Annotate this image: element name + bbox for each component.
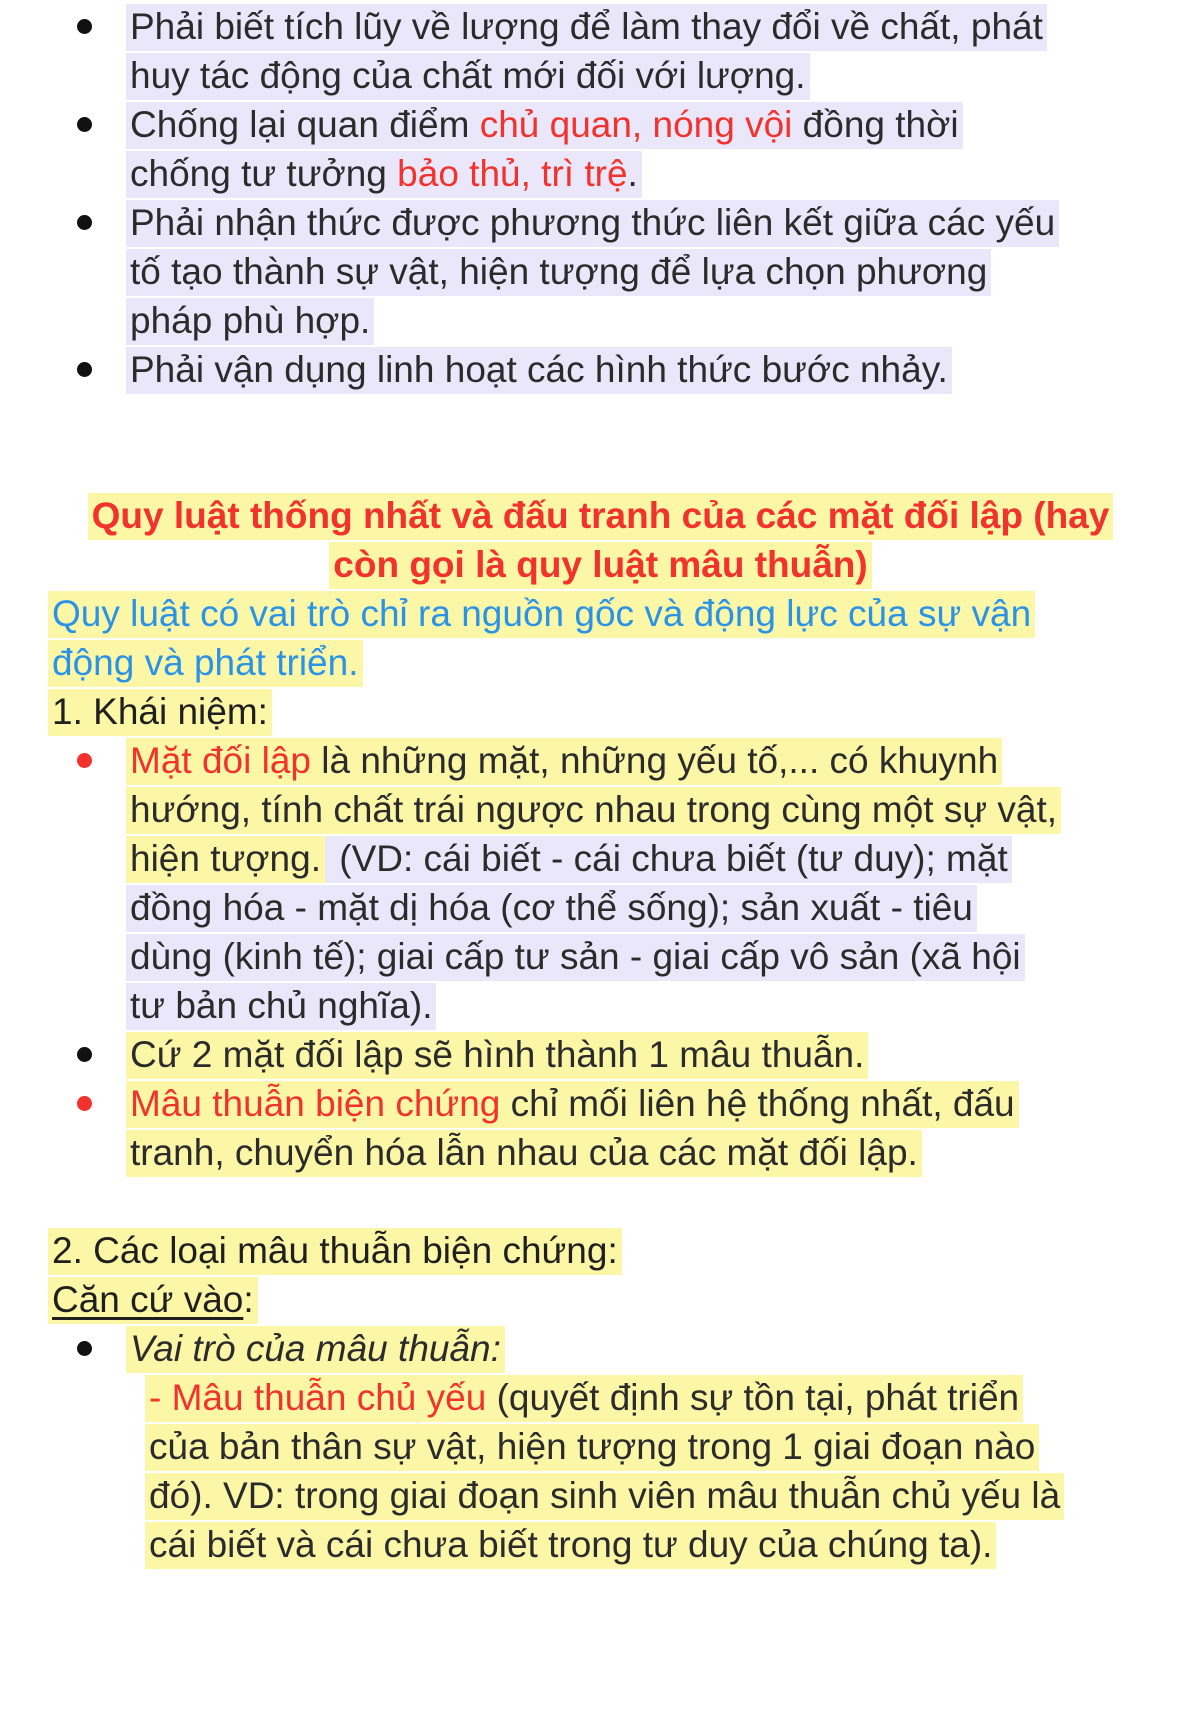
text-span: đồng hóa - mặt dị hóa (cơ thể sống); sản xuất - tiêu: [126, 885, 977, 932]
text-span: huy tác động của chất mới đối với lượng.: [126, 53, 810, 100]
sub-text-line: [145, 1371, 1023, 1425]
bullet-text-line: [126, 783, 1061, 837]
red-emphasis: - Mâu thuẫn chủ yếu: [149, 1377, 487, 1418]
bullet-text-line: [126, 294, 374, 348]
text-span: Phải nhận thức được phương thức liên kết giữa các yếu: [126, 200, 1059, 247]
text-span: [126, 102, 963, 149]
sub-text-line: [145, 1420, 1039, 1474]
concept-heading: [48, 685, 272, 739]
text-span: Vai trò của mâu thuẫn:: [126, 1326, 505, 1373]
underlined-text: Căn cứ vào: [52, 1279, 244, 1320]
text-span: tố tạo thành sự vật, hiện tượng để lựa chọn phương: [126, 249, 991, 296]
bullet-text-line: [126, 343, 952, 397]
text-part: chống tư tưởng: [130, 153, 398, 194]
text-span: Phải vận dụng linh hoạt các hình thức bước nhảy.: [126, 347, 952, 394]
bullet-text-line: [126, 196, 1059, 250]
bullet-text-line: [126, 979, 436, 1033]
text-span: [48, 1277, 258, 1324]
text-span: Cứ 2 mặt đối lập sẽ hình thành 1 mâu thuẫn.: [126, 1032, 868, 1079]
text-part: .: [627, 153, 638, 194]
text-span: [126, 1081, 1019, 1128]
red-emphasis: chủ quan, nóng vội: [479, 104, 793, 145]
intro-line: [48, 636, 363, 690]
bullet-text-line: [126, 734, 1002, 788]
bullet-text-line: [126, 832, 1012, 886]
text-part: Chống lại quan điểm: [130, 104, 480, 145]
bullet-text-line: [126, 1077, 1019, 1131]
title-line: Quy luật thống nhất và đấu tranh của các mặt đối lập (hay: [88, 493, 1114, 540]
text-span: đó). VD: trong giai đoạn sinh viên mâu thuẫn chủ yếu là: [145, 1473, 1064, 1520]
text-span: [126, 151, 642, 198]
title-line: còn gọi là quy luật mâu thuẫn): [329, 542, 871, 589]
text-span: tư bản chủ nghĩa).: [126, 983, 436, 1030]
sub-text-line: [145, 1518, 996, 1572]
heading-text: 1. Khái niệm:: [48, 689, 272, 736]
bullet-text-line: [126, 245, 991, 299]
red-emphasis: bảo thủ, trì trệ: [397, 153, 628, 194]
text-part: là những mặt, những yếu tố,... có khuynh: [311, 740, 999, 781]
text-span: hiện tượng.: [126, 836, 325, 883]
text-part: chỉ mối liên hệ thống nhất, đấu: [500, 1083, 1015, 1124]
intro-line: [48, 587, 1035, 641]
bullet-text-line: [126, 881, 977, 935]
bullet-text-line: [126, 1126, 922, 1180]
text-span: (VD: cái biết - cái chưa biết (tư duy); mặt: [325, 836, 1012, 883]
heading-text: 2. Các loại mâu thuẫn biện chứng:: [48, 1228, 622, 1275]
bullet-text-line: [126, 930, 1025, 984]
bullet-dot: [77, 753, 92, 768]
text-span: của bản thân sự vật, hiện tượng trong 1 giai đoạn nào: [145, 1424, 1039, 1471]
text-span: dùng (kinh tế); giai cấp tư sản - giai cấp vô sản (xã hội: [126, 934, 1025, 981]
bullet-text-line: [126, 1028, 868, 1082]
text-span: [126, 738, 1002, 785]
text-part: đồng thời: [792, 104, 959, 145]
bullet-dot: [77, 1341, 92, 1356]
bullet-text-line: [126, 147, 642, 201]
text-span: [145, 1375, 1023, 1422]
red-emphasis: Mặt đối lập: [130, 740, 311, 781]
bullet-text-line: [126, 0, 1047, 54]
bullet-dot: [77, 215, 92, 230]
text-span: động và phát triển.: [48, 640, 363, 687]
section-title: [0, 538, 1201, 592]
bullet-dot: [77, 1047, 92, 1062]
text-span: Quy luật có vai trò chỉ ra nguồn gốc và động lực của sự vận: [48, 591, 1035, 638]
red-emphasis: Mâu thuẫn biện chứng: [130, 1083, 501, 1124]
text-part: :: [243, 1279, 254, 1320]
bullet-dot: [77, 117, 92, 132]
bullet-text-line: [126, 1322, 505, 1376]
bullet-text-line: [126, 49, 810, 103]
text-span: pháp phù hợp.: [126, 298, 374, 345]
bullet-dot: [77, 1096, 92, 1111]
bullet-dot: [77, 19, 92, 34]
bullet-dot: [77, 362, 92, 377]
text-span: tranh, chuyển hóa lẫn nhau của các mặt đối lập.: [126, 1130, 922, 1177]
basis-label: [48, 1273, 258, 1327]
text-span: cái biết và cái chưa biết trong tư duy của chúng ta).: [145, 1522, 996, 1569]
text-part: (quyết định sự tồn tại, phát triển: [486, 1377, 1020, 1418]
text-span: hướng, tính chất trái ngược nhau trong cùng một sự vật,: [126, 787, 1061, 834]
types-heading: [48, 1224, 622, 1278]
section-title: [0, 489, 1201, 543]
text-span: Phải biết tích lũy về lượng để làm thay đổi về chất, phát: [126, 4, 1047, 51]
bullet-text-line: [126, 98, 963, 152]
sub-text-line: [145, 1469, 1064, 1523]
